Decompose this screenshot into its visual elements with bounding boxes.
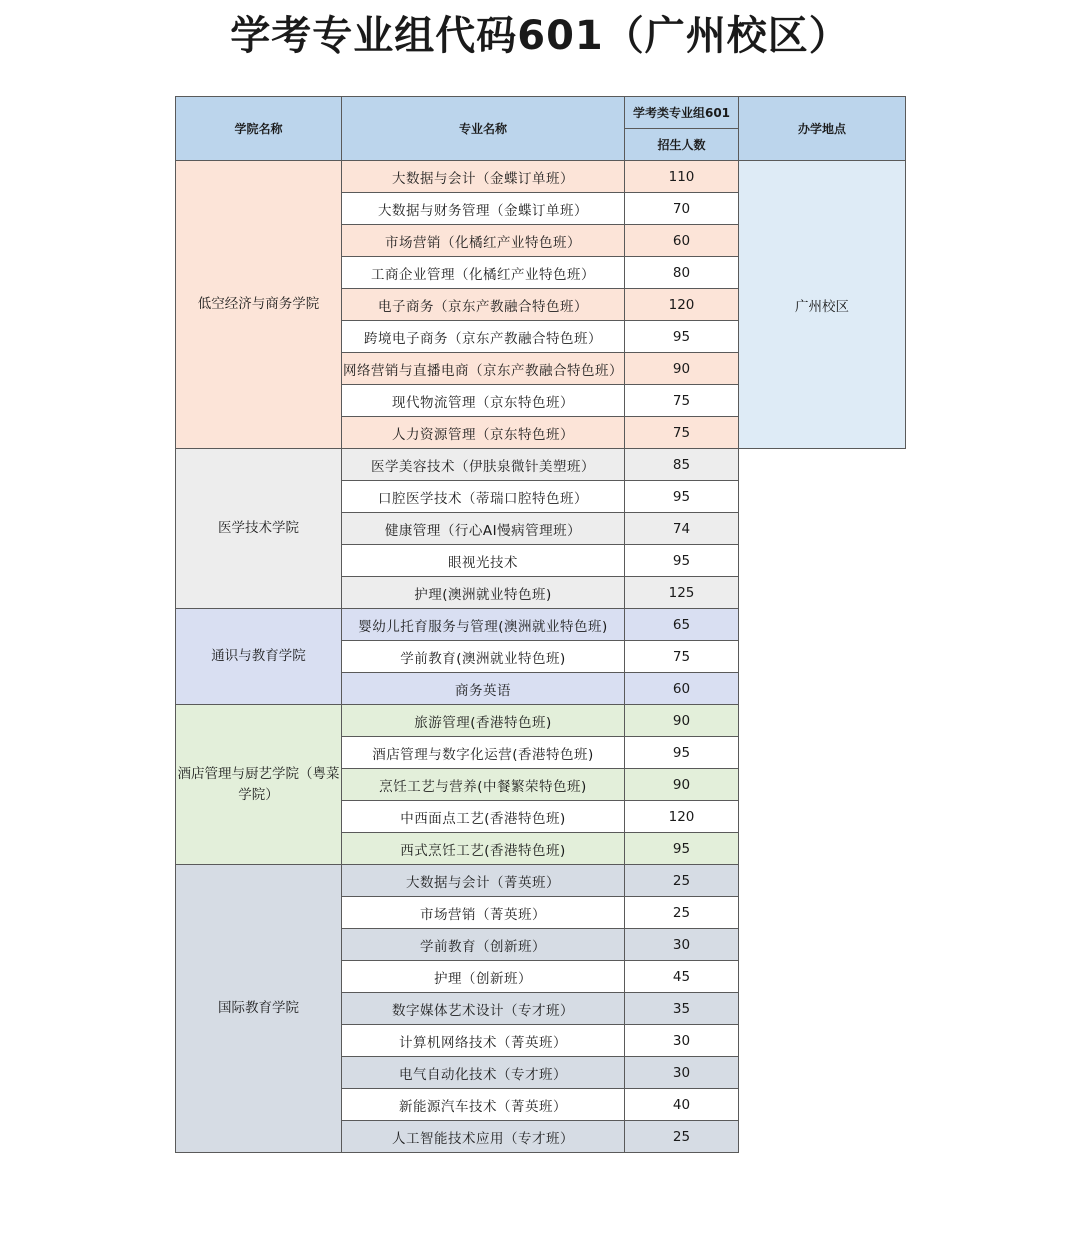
- enrollment-count: 75: [625, 385, 739, 417]
- major-name: 市场营销（菁英班）: [342, 897, 625, 929]
- college-group: [176, 449, 906, 609]
- enrollment-count: 125: [625, 577, 739, 609]
- enrollment-count: 90: [625, 353, 739, 385]
- major-name: 婴幼儿托育服务与管理(澳洲就业特色班): [342, 609, 625, 641]
- enrollment-count: 110: [625, 161, 739, 193]
- major-name: 护理(澳洲就业特色班): [342, 577, 625, 609]
- enrollment-count: 30: [625, 1057, 739, 1089]
- header-college: 学院名称: [176, 97, 342, 161]
- major-name: 市场营销（化橘红产业特色班）: [342, 225, 625, 257]
- college-name: 酒店管理与厨艺学院（粤菜学院）: [176, 705, 342, 865]
- major-name: 学前教育（创新班）: [342, 929, 625, 961]
- header-location: 办学地点: [739, 97, 906, 161]
- table-header: [176, 97, 906, 161]
- major-name: 口腔医学技术（蒂瑞口腔特色班）: [342, 481, 625, 513]
- enrollment-count: 74: [625, 513, 739, 545]
- page-title: 学考专业组代码601（广州校区）: [230, 13, 850, 59]
- major-name: 健康管理（行心AI慢病管理班）: [342, 513, 625, 545]
- college-group: [176, 865, 906, 1153]
- major-name: 现代物流管理（京东特色班）: [342, 385, 625, 417]
- enrollment-count: 90: [625, 769, 739, 801]
- enrollment-count: 120: [625, 801, 739, 833]
- college-name: 医学技术学院: [176, 449, 342, 609]
- enrollment-count: 95: [625, 321, 739, 353]
- enrollment-count: 60: [625, 673, 739, 705]
- enrollment-count: 25: [625, 897, 739, 929]
- college-name: 低空经济与商务学院: [176, 161, 342, 449]
- college-group: [176, 705, 906, 865]
- major-name: 眼视光技术: [342, 545, 625, 577]
- enrollment-count: 85: [625, 449, 739, 481]
- enrollment-count: 95: [625, 481, 739, 513]
- enrollment-count: 25: [625, 1121, 739, 1153]
- enrollment-count: 120: [625, 289, 739, 321]
- enrollment-count: 75: [625, 417, 739, 449]
- table-row: [176, 865, 906, 897]
- header-group: 学考类专业组601: [625, 97, 739, 129]
- major-name: 网络营销与直播电商（京东产教融合特色班）: [342, 353, 625, 385]
- major-name: 旅游管理(香港特色班): [342, 705, 625, 737]
- enrollment-count: 95: [625, 737, 739, 769]
- major-name: 酒店管理与数字化运营(香港特色班): [342, 737, 625, 769]
- major-name: 电子商务（京东产教融合特色班）: [342, 289, 625, 321]
- enrollment-count: 95: [625, 833, 739, 865]
- enrollment-count: 30: [625, 929, 739, 961]
- college-group: [176, 609, 906, 705]
- table-row: [176, 609, 906, 641]
- table-row: [176, 161, 906, 193]
- major-name: 中西面点工艺(香港特色班): [342, 801, 625, 833]
- enrollment-count: 35: [625, 993, 739, 1025]
- major-name: 计算机网络技术（菁英班）: [342, 1025, 625, 1057]
- college-group: [176, 161, 906, 449]
- campus-location: 广州校区: [739, 161, 906, 449]
- major-name: 大数据与财务管理（金蝶订单班）: [342, 193, 625, 225]
- major-name: 医学美容技术（伊肤泉微针美塑班）: [342, 449, 625, 481]
- major-name: 人力资源管理（京东特色班）: [342, 417, 625, 449]
- major-name: 工商企业管理（化橘红产业特色班）: [342, 257, 625, 289]
- table-row: [176, 449, 906, 481]
- enrollment-count: 65: [625, 609, 739, 641]
- college-name: 国际教育学院: [176, 865, 342, 1153]
- major-name: 学前教育(澳洲就业特色班): [342, 641, 625, 673]
- header-count: 招生人数: [625, 129, 739, 161]
- major-name: 商务英语: [342, 673, 625, 705]
- major-name: 烹饪工艺与营养(中餐繁荣特色班): [342, 769, 625, 801]
- header-major: 专业名称: [342, 97, 625, 161]
- major-name: 人工智能技术应用（专才班）: [342, 1121, 625, 1153]
- enrollment-count: 75: [625, 641, 739, 673]
- major-name: 护理（创新班）: [342, 961, 625, 993]
- enrollment-count: 90: [625, 705, 739, 737]
- major-name: 西式烹饪工艺(香港特色班): [342, 833, 625, 865]
- major-name: 大数据与会计（菁英班）: [342, 865, 625, 897]
- enrollment-count: 80: [625, 257, 739, 289]
- major-name: 跨境电子商务（京东产教融合特色班）: [342, 321, 625, 353]
- enrollment-count: 25: [625, 865, 739, 897]
- enrollment-count: 70: [625, 193, 739, 225]
- enrollment-count: 45: [625, 961, 739, 993]
- enrollment-count: 95: [625, 545, 739, 577]
- major-name: 电气自动化技术（专才班）: [342, 1057, 625, 1089]
- major-name: 数字媒体艺术设计（专才班）: [342, 993, 625, 1025]
- enrollment-table: [175, 96, 906, 1153]
- table-row: [176, 705, 906, 737]
- college-name: 通识与教育学院: [176, 609, 342, 705]
- enrollment-count: 30: [625, 1025, 739, 1057]
- enrollment-count: 40: [625, 1089, 739, 1121]
- major-name: 大数据与会计（金蝶订单班）: [342, 161, 625, 193]
- major-name: 新能源汽车技术（菁英班）: [342, 1089, 625, 1121]
- enrollment-count: 60: [625, 225, 739, 257]
